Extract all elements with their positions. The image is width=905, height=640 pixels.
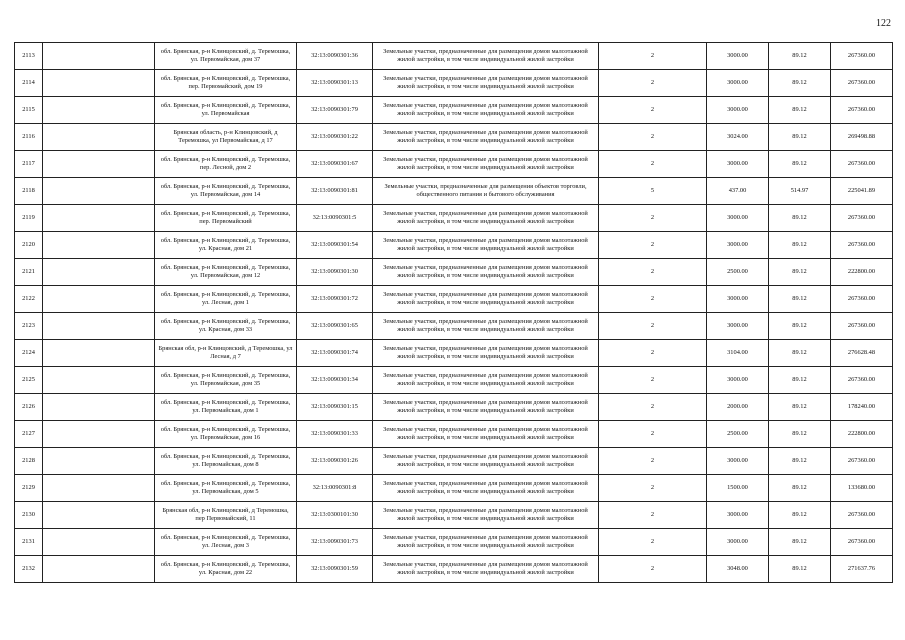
cadastral-number-cell: 32:13:0090301:79 bbox=[297, 97, 373, 124]
cadastral-value-cell: 267360.00 bbox=[831, 529, 893, 556]
cadastral-number-cell: 32:13:0090301:65 bbox=[297, 313, 373, 340]
area-cell: 3000.00 bbox=[707, 70, 769, 97]
cadastral-number-cell: 32:13:0300101:30 bbox=[297, 502, 373, 529]
cadastral-value-cell: 267360.00 bbox=[831, 313, 893, 340]
table-row bbox=[15, 205, 893, 232]
permitted-use-cell: Земельные участки, предназначенные для размещения домов малоэтажной жилой застройки, в том числе индивидуальной жилой застройки bbox=[373, 286, 599, 313]
cadastral-value-cell: 267360.00 bbox=[831, 43, 893, 70]
cadastral-value-cell: 271637.76 bbox=[831, 556, 893, 583]
area-cell: 2500.00 bbox=[707, 421, 769, 448]
specific-value-cell: 89.12 bbox=[769, 448, 831, 475]
area-cell: 1500.00 bbox=[707, 475, 769, 502]
blank-column bbox=[43, 448, 155, 475]
category-cell: 2 bbox=[599, 556, 707, 583]
specific-value-cell: 89.12 bbox=[769, 394, 831, 421]
category-cell: 2 bbox=[599, 259, 707, 286]
table-row bbox=[15, 475, 893, 502]
address-cell: Брянская обл, р-н Клинцовский, д Теремошка, пер Первомайский, 11 bbox=[155, 502, 297, 529]
area-cell: 3048.00 bbox=[707, 556, 769, 583]
address-cell: обл. Брянская, р-н Клинцовский, д. Теремошка, пер. Лесной, дом 2 bbox=[155, 151, 297, 178]
cadastral-value-cell: 133680.00 bbox=[831, 475, 893, 502]
row-number: 2128 bbox=[15, 448, 43, 475]
category-cell: 2 bbox=[599, 502, 707, 529]
category-cell: 2 bbox=[599, 43, 707, 70]
category-cell: 2 bbox=[599, 313, 707, 340]
cadastral-number-cell: 32:13:0090301:8 bbox=[297, 475, 373, 502]
cadastral-value-cell: 267360.00 bbox=[831, 232, 893, 259]
row-number: 2116 bbox=[15, 124, 43, 151]
permitted-use-cell: Земельные участки, предназначенные для размещения домов малоэтажной жилой застройки, в том числе индивидуальной жилой застройки bbox=[373, 151, 599, 178]
cadastral-value-cell: 267360.00 bbox=[831, 286, 893, 313]
cadastral-number-cell: 32:13:0090301:54 bbox=[297, 232, 373, 259]
address-cell: обл. Брянская, р-н Клинцовский, д. Теремошка, ул. Первомайская bbox=[155, 97, 297, 124]
permitted-use-cell: Земельные участки, предназначенные для размещения домов малоэтажной жилой застройки, в том числе индивидуальной жилой застройки bbox=[373, 232, 599, 259]
cadastral-value-cell: 225041.89 bbox=[831, 178, 893, 205]
cadastral-value-cell: 267360.00 bbox=[831, 448, 893, 475]
category-cell: 2 bbox=[599, 367, 707, 394]
area-cell: 3000.00 bbox=[707, 286, 769, 313]
blank-column bbox=[43, 286, 155, 313]
permitted-use-cell: Земельные участки, предназначенные для размещения домов малоэтажной жилой застройки, в том числе индивидуальной жилой застройки bbox=[373, 124, 599, 151]
cadastral-number-cell: 32:13:0090301:67 bbox=[297, 151, 373, 178]
blank-column bbox=[43, 205, 155, 232]
row-number: 2123 bbox=[15, 313, 43, 340]
specific-value-cell: 89.12 bbox=[769, 421, 831, 448]
category-cell: 2 bbox=[599, 340, 707, 367]
address-cell: обл. Брянская, р-н Клинцовский, д. Теремошка, ул. Первомайская, дом 37 bbox=[155, 43, 297, 70]
blank-column bbox=[43, 43, 155, 70]
table-row bbox=[15, 313, 893, 340]
permitted-use-cell: Земельные участки, предназначенные для размещения домов малоэтажной жилой застройки, в том числе индивидуальной жилой застройки bbox=[373, 475, 599, 502]
specific-value-cell: 89.12 bbox=[769, 205, 831, 232]
blank-column bbox=[43, 367, 155, 394]
blank-column bbox=[43, 259, 155, 286]
row-number: 2126 bbox=[15, 394, 43, 421]
address-cell: Брянская область, р-н Клинцовский, д Теремошка, ул Первомайская, д 17 bbox=[155, 124, 297, 151]
cadastral-number-cell: 32:13:0090301:15 bbox=[297, 394, 373, 421]
row-number: 2124 bbox=[15, 340, 43, 367]
blank-column bbox=[43, 556, 155, 583]
specific-value-cell: 89.12 bbox=[769, 340, 831, 367]
address-cell: обл. Брянская, р-н Клинцовский, д. Теремошка, ул. Первомайская, дом 12 bbox=[155, 259, 297, 286]
cadastral-number-cell: 32:13:0090301:22 bbox=[297, 124, 373, 151]
blank-column bbox=[43, 394, 155, 421]
blank-column bbox=[43, 313, 155, 340]
permitted-use-cell: Земельные участки, предназначенные для размещения домов малоэтажной жилой застройки, в том числе индивидуальной жилой застройки bbox=[373, 340, 599, 367]
area-cell: 3000.00 bbox=[707, 205, 769, 232]
specific-value-cell: 89.12 bbox=[769, 124, 831, 151]
category-cell: 2 bbox=[599, 232, 707, 259]
permitted-use-cell: Земельные участки, предназначенные для размещения домов малоэтажной жилой застройки, в том числе индивидуальной жилой застройки bbox=[373, 313, 599, 340]
blank-column bbox=[43, 178, 155, 205]
address-cell: обл. Брянская, р-н Клинцовский, д. Теремошка, ул. Лесная, дом 3 bbox=[155, 529, 297, 556]
row-number: 2127 bbox=[15, 421, 43, 448]
cadastral-value-cell: 267360.00 bbox=[831, 205, 893, 232]
area-cell: 3000.00 bbox=[707, 313, 769, 340]
cadastral-number-cell: 32:13:0090301:26 bbox=[297, 448, 373, 475]
area-cell: 3000.00 bbox=[707, 151, 769, 178]
row-number: 2118 bbox=[15, 178, 43, 205]
cadastral-number-cell: 32:13:0090301:13 bbox=[297, 70, 373, 97]
specific-value-cell: 89.12 bbox=[769, 556, 831, 583]
row-number: 2113 bbox=[15, 43, 43, 70]
area-cell: 3000.00 bbox=[707, 529, 769, 556]
row-number: 2121 bbox=[15, 259, 43, 286]
specific-value-cell: 89.12 bbox=[769, 43, 831, 70]
specific-value-cell: 89.12 bbox=[769, 475, 831, 502]
area-cell: 2500.00 bbox=[707, 259, 769, 286]
permitted-use-cell: Земельные участки, предназначенные для размещения домов малоэтажной жилой застройки, в том числе индивидуальной жилой застройки bbox=[373, 529, 599, 556]
permitted-use-cell: Земельные участки, предназначенные для размещения домов малоэтажной жилой застройки, в том числе индивидуальной жилой застройки bbox=[373, 43, 599, 70]
blank-column bbox=[43, 232, 155, 259]
specific-value-cell: 514.97 bbox=[769, 178, 831, 205]
area-cell: 3000.00 bbox=[707, 232, 769, 259]
blank-column bbox=[43, 529, 155, 556]
area-cell: 437.00 bbox=[707, 178, 769, 205]
specific-value-cell: 89.12 bbox=[769, 259, 831, 286]
blank-column bbox=[43, 502, 155, 529]
permitted-use-cell: Земельные участки, предназначенные для размещения объектов торговли, общественного питания и бытового обслуживания bbox=[373, 178, 599, 205]
cadastral-value-cell: 276628.48 bbox=[831, 340, 893, 367]
blank-column bbox=[43, 421, 155, 448]
area-cell: 3000.00 bbox=[707, 97, 769, 124]
category-cell: 2 bbox=[599, 448, 707, 475]
area-cell: 3000.00 bbox=[707, 448, 769, 475]
cadastral-value-cell: 267360.00 bbox=[831, 151, 893, 178]
specific-value-cell: 89.12 bbox=[769, 70, 831, 97]
permitted-use-cell: Земельные участки, предназначенные для размещения домов малоэтажной жилой застройки, в том числе индивидуальной жилой застройки bbox=[373, 205, 599, 232]
category-cell: 2 bbox=[599, 124, 707, 151]
address-cell: обл. Брянская, р-н Клинцовский, д. Теремошка, ул. Первомайская, дом 5 bbox=[155, 475, 297, 502]
cadastral-number-cell: 32:13:0090301:72 bbox=[297, 286, 373, 313]
address-cell: обл. Брянская, р-н Клинцовский, д. Теремошка, ул. Первомайская, дом 14 bbox=[155, 178, 297, 205]
address-cell: Брянская обл, р-н Клинцовский, д Теремошка, ул Лесная, д 7 bbox=[155, 340, 297, 367]
specific-value-cell: 89.12 bbox=[769, 232, 831, 259]
blank-column bbox=[43, 97, 155, 124]
cadastral-number-cell: 32:13:0090301:74 bbox=[297, 340, 373, 367]
table-row bbox=[15, 151, 893, 178]
table-row bbox=[15, 502, 893, 529]
specific-value-cell: 89.12 bbox=[769, 313, 831, 340]
specific-value-cell: 89.12 bbox=[769, 97, 831, 124]
permitted-use-cell: Земельные участки, предназначенные для размещения домов малоэтажной жилой застройки, в том числе индивидуальной жилой застройки bbox=[373, 97, 599, 124]
blank-column bbox=[43, 70, 155, 97]
table-row bbox=[15, 556, 893, 583]
table-row bbox=[15, 259, 893, 286]
table-row bbox=[15, 394, 893, 421]
cadastral-value-cell: 267360.00 bbox=[831, 502, 893, 529]
row-number: 2114 bbox=[15, 70, 43, 97]
cadastral-value-cell: 267360.00 bbox=[831, 70, 893, 97]
area-cell: 3000.00 bbox=[707, 502, 769, 529]
address-cell: обл. Брянская, р-н Клинцовский, д. Теремошка, ул. Первомайская, дом 16 bbox=[155, 421, 297, 448]
row-number: 2132 bbox=[15, 556, 43, 583]
address-cell: обл. Брянская, р-н Клинцовский, д. Теремошка, пер. Первомайский, дом 19 bbox=[155, 70, 297, 97]
cadastral-value-cell: 269498.88 bbox=[831, 124, 893, 151]
cadastral-value-cell: 178240.00 bbox=[831, 394, 893, 421]
row-number: 2122 bbox=[15, 286, 43, 313]
specific-value-cell: 89.12 bbox=[769, 529, 831, 556]
category-cell: 2 bbox=[599, 205, 707, 232]
page-number: 122 bbox=[876, 18, 891, 29]
blank-column bbox=[43, 475, 155, 502]
permitted-use-cell: Земельные участки, предназначенные для размещения домов малоэтажной жилой застройки, в том числе индивидуальной жилой застройки bbox=[373, 70, 599, 97]
row-number: 2120 bbox=[15, 232, 43, 259]
row-number: 2125 bbox=[15, 367, 43, 394]
permitted-use-cell: Земельные участки, предназначенные для размещения домов малоэтажной жилой застройки, в том числе индивидуальной жилой застройки bbox=[373, 367, 599, 394]
table-row bbox=[15, 70, 893, 97]
blank-column bbox=[43, 340, 155, 367]
permitted-use-cell: Земельные участки, предназначенные для размещения домов малоэтажной жилой застройки, в том числе индивидуальной жилой застройки bbox=[373, 259, 599, 286]
address-cell: обл. Брянская, р-н Клинцовский, д. Теремошка, ул. Первомайская, дом 8 bbox=[155, 448, 297, 475]
cadastral-value-cell: 267360.00 bbox=[831, 367, 893, 394]
address-cell: обл. Брянская, р-н Клинцовский, д. Теремошка, ул. Красная, дом 33 bbox=[155, 313, 297, 340]
table-row bbox=[15, 43, 893, 70]
row-number: 2119 bbox=[15, 205, 43, 232]
address-cell: обл. Брянская, р-н Клинцовский, д. Теремошка, ул. Первомайская, дом 1 bbox=[155, 394, 297, 421]
permitted-use-cell: Земельные участки, предназначенные для размещения домов малоэтажной жилой застройки, в том числе индивидуальной жилой застройки bbox=[373, 421, 599, 448]
category-cell: 2 bbox=[599, 529, 707, 556]
area-cell: 2000.00 bbox=[707, 394, 769, 421]
area-cell: 3000.00 bbox=[707, 367, 769, 394]
row-number: 2115 bbox=[15, 97, 43, 124]
address-cell: обл. Брянская, р-н Клинцовский, д. Теремошка, ул. Лесная, дом 1 bbox=[155, 286, 297, 313]
area-cell: 3000.00 bbox=[707, 43, 769, 70]
registry-body bbox=[15, 43, 893, 583]
permitted-use-cell: Земельные участки, предназначенные для размещения домов малоэтажной жилой застройки, в том числе индивидуальной жилой застройки bbox=[373, 448, 599, 475]
cadastral-number-cell: 32:13:0090301:34 bbox=[297, 367, 373, 394]
cadastral-number-cell: 32:13:0090301:59 bbox=[297, 556, 373, 583]
category-cell: 2 bbox=[599, 475, 707, 502]
cadastral-number-cell: 32:13:0090301:33 bbox=[297, 421, 373, 448]
permitted-use-cell: Земельные участки, предназначенные для размещения домов малоэтажной жилой застройки, в том числе индивидуальной жилой застройки bbox=[373, 556, 599, 583]
cadastral-number-cell: 32:13:0090301:5 bbox=[297, 205, 373, 232]
category-cell: 2 bbox=[599, 70, 707, 97]
blank-column bbox=[43, 124, 155, 151]
table-row bbox=[15, 529, 893, 556]
area-cell: 3024.00 bbox=[707, 124, 769, 151]
cadastral-number-cell: 32:13:0090301:36 bbox=[297, 43, 373, 70]
cadastral-number-cell: 32:13:0090301:30 bbox=[297, 259, 373, 286]
cadastral-number-cell: 32:13:0090301:81 bbox=[297, 178, 373, 205]
cadastral-value-cell: 222800.00 bbox=[831, 259, 893, 286]
area-cell: 3104.00 bbox=[707, 340, 769, 367]
category-cell: 2 bbox=[599, 97, 707, 124]
address-cell: обл. Брянская, р-н Клинцовский, д. Теремошка, пер. Первомайский bbox=[155, 205, 297, 232]
row-number: 2129 bbox=[15, 475, 43, 502]
category-cell: 2 bbox=[599, 151, 707, 178]
cadastral-number-cell: 32:13:0090301:73 bbox=[297, 529, 373, 556]
table-row bbox=[15, 178, 893, 205]
row-number: 2131 bbox=[15, 529, 43, 556]
specific-value-cell: 89.12 bbox=[769, 367, 831, 394]
specific-value-cell: 89.12 bbox=[769, 502, 831, 529]
table-row bbox=[15, 232, 893, 259]
address-cell: обл. Брянская, р-н Клинцовский, д. Теремошка, ул. Красная, дом 22 bbox=[155, 556, 297, 583]
cadastral-value-cell: 267360.00 bbox=[831, 97, 893, 124]
row-number: 2117 bbox=[15, 151, 43, 178]
address-cell: обл. Брянская, р-н Клинцовский, д. Теремошка, ул. Красная, дом 21 bbox=[155, 232, 297, 259]
permitted-use-cell: Земельные участки, предназначенные для размещения домов малоэтажной жилой застройки, в том числе индивидуальной жилой застройки bbox=[373, 394, 599, 421]
cadastral-value-cell: 222800.00 bbox=[831, 421, 893, 448]
table-row bbox=[15, 367, 893, 394]
category-cell: 2 bbox=[599, 286, 707, 313]
address-cell: обл. Брянская, р-н Клинцовский, д. Теремошка, ул. Первомайская, дом 35 bbox=[155, 367, 297, 394]
blank-column bbox=[43, 151, 155, 178]
category-cell: 5 bbox=[599, 178, 707, 205]
specific-value-cell: 89.12 bbox=[769, 286, 831, 313]
table-row bbox=[15, 97, 893, 124]
permitted-use-cell: Земельные участки, предназначенные для размещения домов малоэтажной жилой застройки, в том числе индивидуальной жилой застройки bbox=[373, 502, 599, 529]
category-cell: 2 bbox=[599, 421, 707, 448]
table-row bbox=[15, 340, 893, 367]
land-plot-registry-table bbox=[14, 42, 893, 583]
table-row bbox=[15, 421, 893, 448]
table-row bbox=[15, 448, 893, 475]
row-number: 2130 bbox=[15, 502, 43, 529]
table-row bbox=[15, 286, 893, 313]
table-row bbox=[15, 124, 893, 151]
specific-value-cell: 89.12 bbox=[769, 151, 831, 178]
category-cell: 2 bbox=[599, 394, 707, 421]
